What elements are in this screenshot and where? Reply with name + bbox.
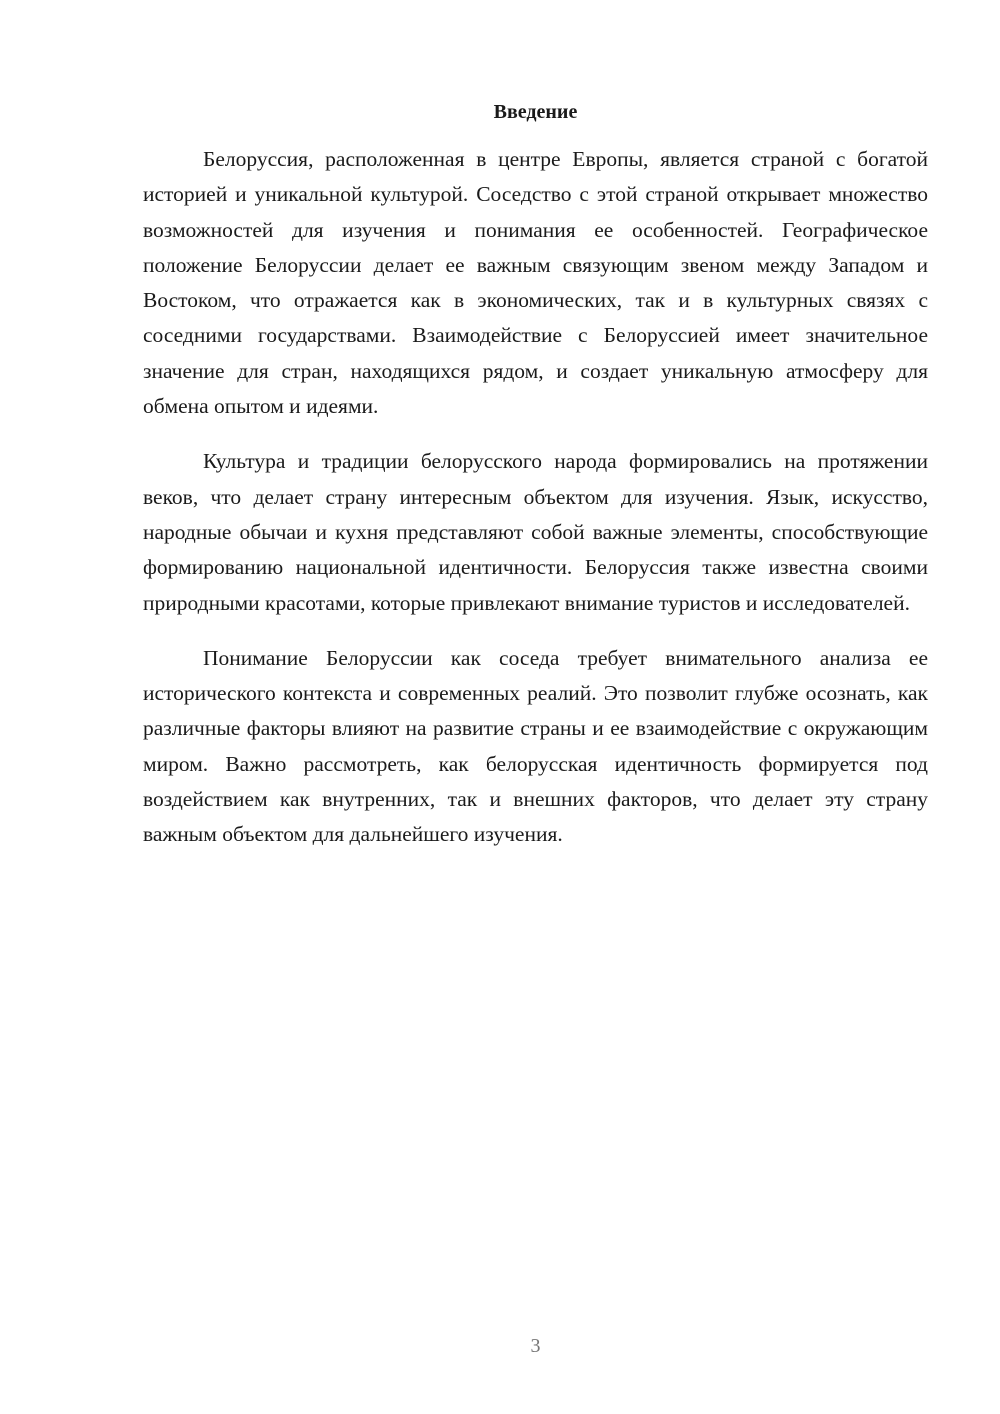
paragraph-1: Белоруссия, расположенная в центре Европы, является страной с богатой историей и уникальной культурой. Соседство с этой страной открывает множество возможностей для изучения и понимания ее особенностей. Географическое положение Белоруссии делает ее важным связующим звеном между Западом и Востоком, что отражается как в экономических, так и в культурных связях с соседними государствами. Взаимодействие с Белоруссией имеет значительное значение для стран, находящихся рядом, и создает уникальную атмосферу для обмена опытом и идеями. — [143, 147, 928, 419]
paragraph-3: Понимание Белоруссии как соседа требует внимательного анализа ее исторического контекста и современных реалий. Это позволит глубже осознать, как различные факторы влияют на развитие страны и ее взаимодействие с окружающим миром. Важно рассмотреть, как белорусская идентичность формируется под воздействием как внутренних, так и внешних факторов, что делает эту страну важным объектом для дальнейшего изучения. — [143, 645, 928, 847]
page-number: 3 — [530, 1335, 541, 1357]
paragraph-2: Культура и традиции белорусского народа формировались на протяжении веков, что делает страну интересным объектом для изучения. Язык, искусство, народные обычаи и кухня представляют собой важные элементы, способствующие формированию национальной идентичности. Белоруссия также известна своими природными красотами, которые привлекают внимание туристов и исследователей. — [143, 449, 928, 615]
section-heading: Введение — [493, 101, 578, 123]
body-text — [143, 142, 928, 873]
